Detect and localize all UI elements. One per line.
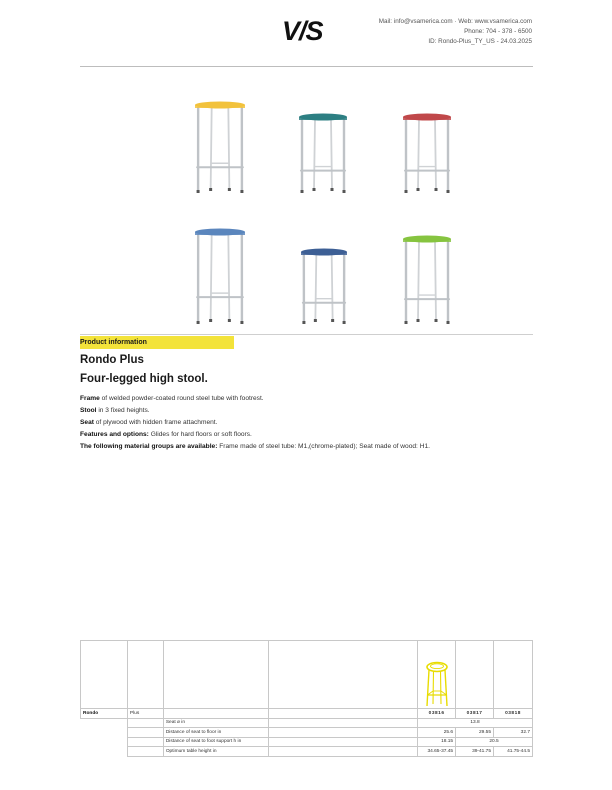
spec-value: 13.8 [418, 718, 533, 728]
desc-line-materials: The following material groups are available: Frame made of steel tube: M1,(chrome-plated); Seat made of wood: H1. [80, 443, 430, 450]
article-code: 03816 [418, 709, 456, 719]
stool-image [402, 113, 452, 193]
desc-line-seat: Seat of plywood with hidden frame attachment. [80, 419, 218, 426]
section-divider [80, 334, 533, 335]
spec-code-row [81, 709, 533, 719]
spec-value: 20.5 [456, 737, 533, 747]
spec-header-row [81, 641, 533, 709]
stool-image [298, 113, 348, 193]
contact-mail-web: Mail: info@vsamerica.com · Web: www.vsamerica.com [378, 18, 532, 25]
spec-row-table-height [81, 747, 533, 757]
vs-logo [282, 16, 330, 44]
contact-block [379, 17, 532, 47]
spec-value: 34.65-37.45 [418, 747, 456, 757]
spec-value: 41.75-44.5 [494, 747, 533, 757]
spec-variant: Plus [127, 709, 163, 719]
spec-row-label: Seat ø in [163, 718, 268, 728]
stool-image [402, 235, 452, 324]
desc-line-stool: Stool in 3 fixed heights. [80, 407, 150, 414]
stool-image [194, 101, 246, 193]
spec-row-seat-floor [81, 728, 533, 738]
header-divider [80, 66, 533, 67]
spec-row-seat-footrest [81, 737, 533, 747]
product-info-badge: Product information [80, 336, 234, 349]
spec-model: Rondo [81, 709, 128, 719]
stool-image [300, 248, 348, 324]
spec-value: 32.7 [494, 728, 533, 738]
product-name: Rondo Plus [80, 354, 144, 366]
spec-value: 39-41.75 [456, 747, 494, 757]
spec-value: 25.6 [418, 728, 456, 738]
article-code: 03818 [494, 709, 533, 719]
spec-value: 18.15 [418, 737, 456, 747]
spec-row-label: Optimum table height in [163, 747, 268, 757]
spec-value: 29.55 [456, 728, 494, 738]
stool-outline-icon [422, 661, 452, 707]
contact-phone: Phone: 704 - 378 - 6500 [464, 28, 532, 35]
spec-table [80, 640, 533, 757]
desc-line-features: Features and options: Glides for hard floors or soft floors. [80, 431, 252, 438]
document-id: ID: Rondo-Plus_TY_US - 24.03.2025 [428, 38, 532, 45]
product-description [80, 393, 530, 453]
product-tagline: Four-legged high stool. [80, 373, 208, 385]
spec-row-label: Distance of seat to floor in [163, 728, 268, 738]
article-code: 03817 [456, 709, 494, 719]
spec-row-seat-diameter [81, 718, 533, 728]
desc-line-frame: Frame of welded powder-coated round steel tube with footrest. [80, 395, 264, 402]
stool-image [194, 228, 246, 324]
spec-icon-cell [418, 641, 456, 709]
logo-text: V/S [282, 16, 323, 44]
spec-row-label: Distance of seat to foot support h in [163, 737, 268, 747]
